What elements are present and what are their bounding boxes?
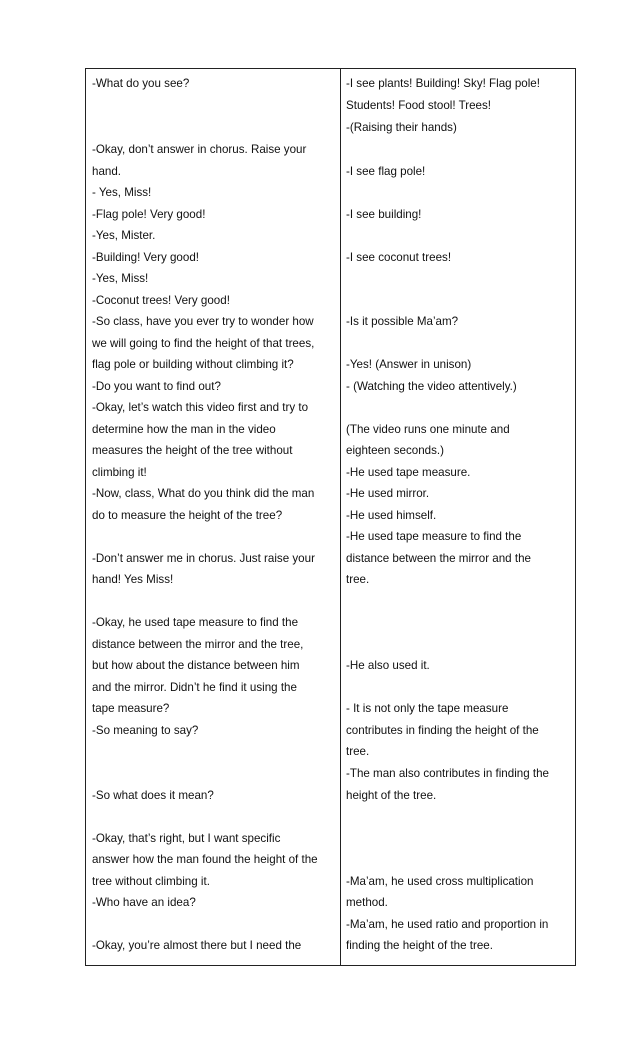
student-line: -I see coconut trees!	[346, 251, 452, 264]
teacher-line: -Do you want to find out?	[92, 380, 221, 393]
teacher-line: -Who have an idea?	[92, 896, 196, 909]
teacher-line: -So class, have you ever try to wonder how	[92, 315, 314, 328]
student-line: -I see plants! Building! Sky! Flag pole!	[346, 77, 540, 90]
student-line: distance between the mirror and the	[346, 552, 531, 565]
teacher-line: determine how the man in the video	[92, 423, 276, 436]
teacher-line: distance between the mirror and the tree,	[92, 638, 304, 651]
teacher-line: -Flag pole! Very good!	[92, 208, 206, 221]
student-line: -I see flag pole!	[346, 165, 426, 178]
student-line: -The man also contributes in finding the	[346, 767, 550, 780]
student-line: tree.	[346, 573, 370, 586]
student-line: -He used himself.	[346, 509, 437, 522]
student-line: Students! Food stool! Trees!	[346, 99, 492, 112]
teacher-line: flag pole or building without climbing it?	[92, 358, 294, 371]
student-line: -Ma’am, he used cross multiplication	[346, 875, 534, 888]
student-line: eighteen seconds.)	[346, 444, 444, 457]
student-line: contributes in finding the height of the	[346, 724, 539, 737]
student-line: height of the tree.	[346, 789, 437, 802]
teacher-line: but how about the distance between him	[92, 659, 300, 672]
teacher-line: climbing it!	[92, 466, 147, 479]
teacher-line: -So what does it mean?	[92, 789, 214, 802]
teacher-line: hand! Yes Miss!	[92, 573, 174, 586]
teacher-line: hand.	[92, 165, 122, 178]
teacher-line: -Okay, he used tape measure to find the	[92, 616, 299, 629]
teacher-line: - Yes, Miss!	[92, 186, 152, 199]
teacher-line: measures the height of the tree without	[92, 444, 293, 457]
student-line: -(Raising their hands)	[346, 121, 457, 134]
teacher-line: -Okay, let’s watch this video first and try to	[92, 401, 309, 414]
student-line: -Yes! (Answer in unison)	[346, 358, 472, 371]
student-line: - (Watching the video attentively.)	[346, 380, 517, 393]
student-line: -Ma’am, he used ratio and proportion in	[346, 918, 549, 931]
teacher-line: do to measure the height of the tree?	[92, 509, 283, 522]
teacher-line: -What do you see?	[92, 77, 190, 90]
student-line: -Is it possible Ma’am?	[346, 315, 459, 328]
teacher-line: -Now, class, What do you think did the man	[92, 487, 315, 500]
student-line: (The video runs one minute and	[346, 423, 510, 436]
teacher-line: -Don’t answer me in chorus. Just raise your	[92, 552, 315, 565]
student-line: -He used tape measure.	[346, 466, 471, 479]
teacher-line: answer how the man found the height of the	[92, 853, 318, 866]
teacher-line: -Coconut trees! Very good!	[92, 294, 230, 307]
teacher-line: -Yes, Miss!	[92, 272, 149, 285]
student-line: finding the height of the tree.	[346, 939, 493, 952]
teacher-line: -Okay, you’re almost there but I need the	[92, 939, 302, 952]
teacher-line: we will going to find the height of that trees,	[92, 337, 315, 350]
column-divider	[340, 69, 341, 965]
student-line: -He used mirror.	[346, 487, 430, 500]
teacher-line: -So meaning to say?	[92, 724, 199, 737]
student-line: -I see building!	[346, 208, 422, 221]
student-line: method.	[346, 896, 388, 909]
teacher-line: -Building! Very good!	[92, 251, 199, 264]
student-line: - It is not only the tape measure	[346, 702, 509, 715]
teacher-line: tape measure?	[92, 702, 170, 715]
teacher-line: and the mirror. Didn’t he find it using the	[92, 681, 297, 694]
teacher-line: -Okay, don’t answer in chorus. Raise your	[92, 143, 307, 156]
teacher-line: -Yes, Mister.	[92, 229, 156, 242]
student-line: -He also used it.	[346, 659, 430, 672]
student-line: tree.	[346, 745, 370, 758]
teacher-line: -Okay, that’s right, but I want specific	[92, 832, 281, 845]
student-line: -He used tape measure to find the	[346, 530, 522, 543]
teacher-line: tree without climbing it.	[92, 875, 210, 888]
dialogue-table	[85, 68, 576, 966]
